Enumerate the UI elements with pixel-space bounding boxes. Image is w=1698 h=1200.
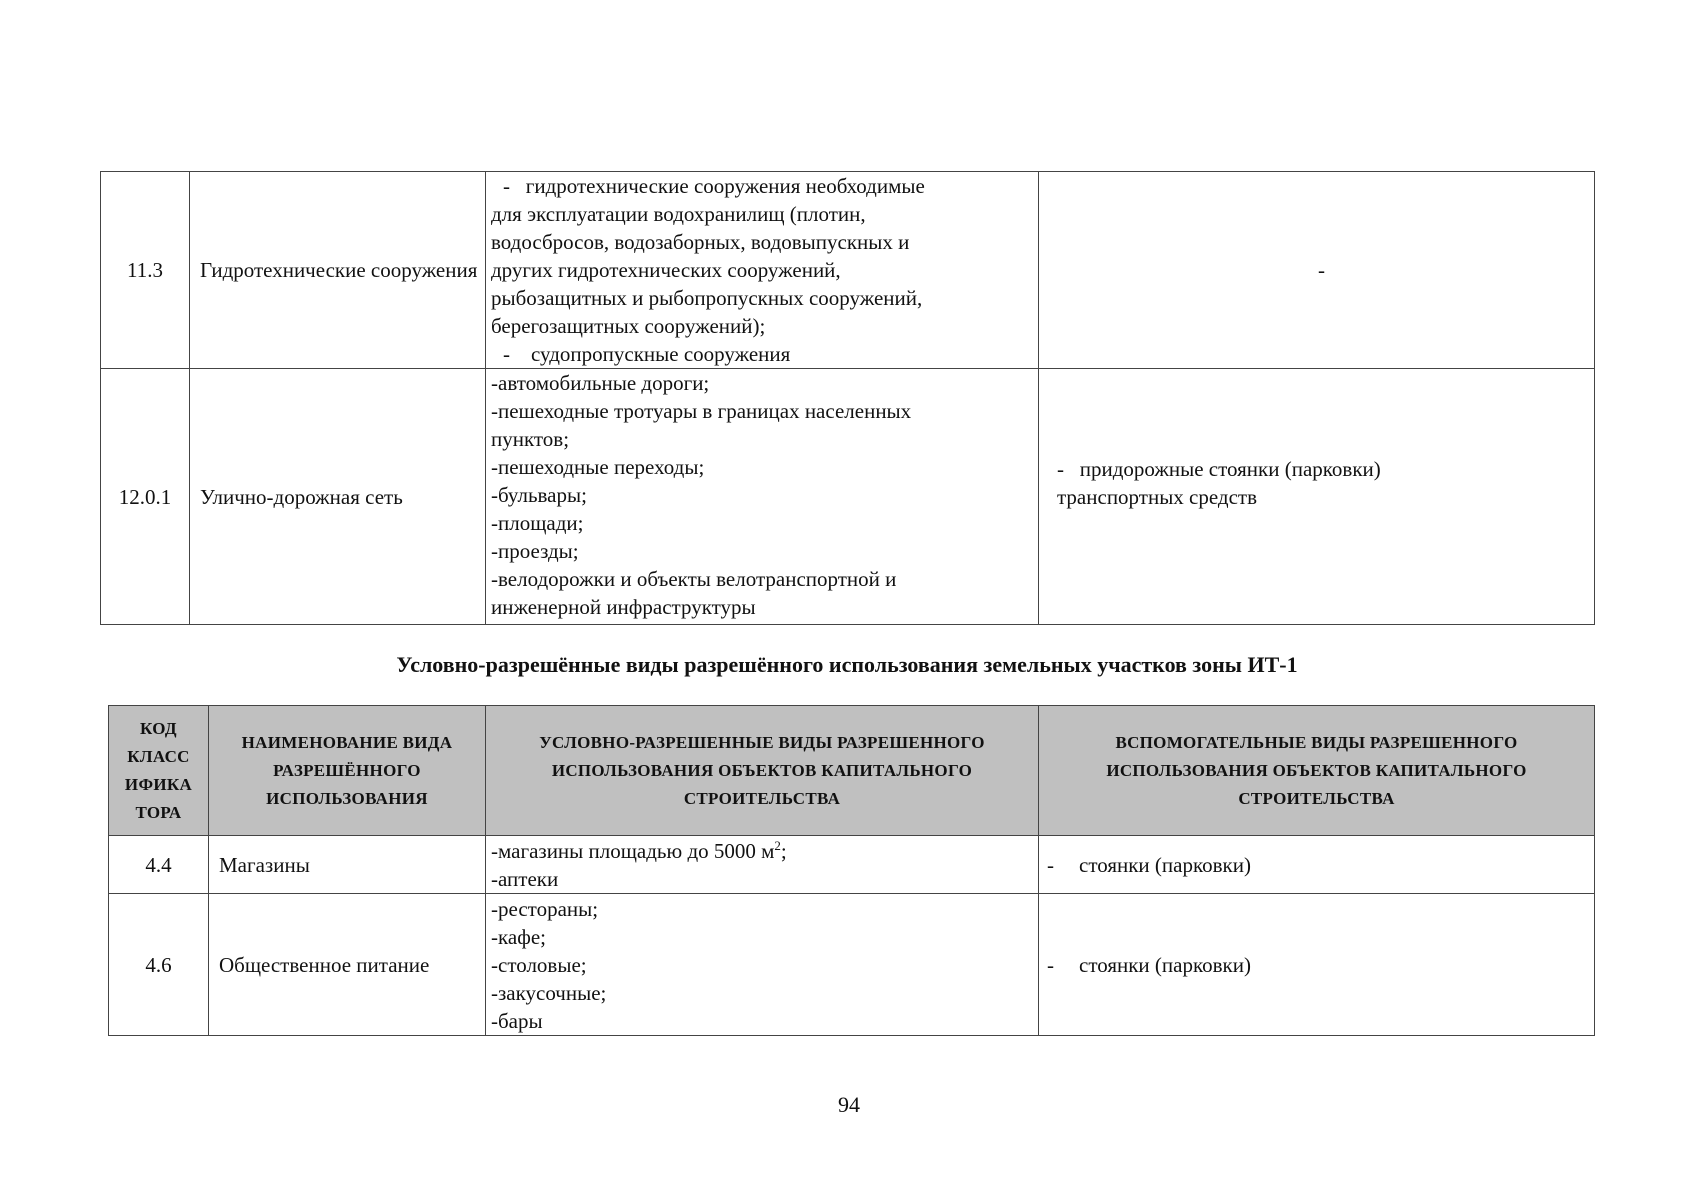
section-title: Условно-разрешённые виды разрешённого использования земельных участков зоны ИТ-1 [396,652,1298,677]
list-item-text: проезды; [498,539,579,563]
header-line: НАИМЕНОВАНИЕ ВИДА [241,732,453,752]
main-uses-cell [486,836,1039,894]
list-dash: - [491,483,498,507]
text-line: водосбросов, водозаборных, водовыпускных и [491,230,910,254]
conditional-use-table [108,705,1595,1036]
list-item-text: автомобильные дороги; [498,371,710,395]
header-auxiliary-uses [1039,706,1595,836]
list-item-text: пунктов; [491,427,570,451]
list-item-suffix: ; [780,838,787,863]
list-item-text: площади; [498,511,584,535]
list-dash: - [491,952,498,977]
header-line: СТРОИТЕЛЬСТВА [1238,788,1395,808]
list-item-text: кафе; [498,924,546,949]
text-line: - гидротехнические сооружения необходимые [503,174,925,198]
list-item [491,1007,1038,1035]
auxiliary-uses-cell [1039,369,1595,625]
list-item-text: бары [498,1008,543,1033]
list-dash: - [491,866,498,891]
table-row [101,369,1595,625]
list-dash: - [1047,852,1054,877]
classifier-code-cell: 12.0.1 [101,369,190,625]
list-dash: - [491,838,498,863]
table-row [109,836,1595,894]
list-dash: - [491,1008,498,1033]
list-dash: - [491,980,498,1005]
list-item-text: стоянки (парковки) [1079,852,1251,877]
list-dash: - [491,399,498,423]
header-line: ТОРА [135,802,182,822]
header-use-name [209,706,486,836]
classifier-code-cell: 4.6 [109,894,209,1036]
text-line: для эксплуатации водохранилищ (плотин, [491,202,866,226]
text-line: рыбозащитных и рыбопропускных сооружений, [491,286,923,310]
list-dash: - [491,896,498,921]
list-item [491,837,1038,865]
list-item-text: аптеки [498,866,559,891]
list-item [491,425,1032,453]
list-dash: - [491,567,498,591]
list-item-text: велодорожки и объекты велотранспортной и [498,567,897,591]
use-name-cell: Гидротехнические сооружения [190,172,486,369]
list-item-text: инженерной инфраструктуры [491,595,756,619]
list-dash: - [491,371,498,395]
list-dash: - [491,511,498,535]
land-use-table-top [100,171,1595,625]
list-item [491,865,1038,893]
list-item [491,537,1032,565]
header-conditional-uses [486,706,1039,836]
list-dash: - [491,455,498,479]
list-item-text: бульвары; [498,483,587,507]
list-dash: - [491,924,498,949]
list-item-text: пешеходные тротуары в границах населенных [498,399,912,423]
list-item-text: рестораны; [498,896,599,921]
header-line: УСЛОВНО-РАЗРЕШЕННЫЕ ВИДЫ РАЗРЕШЕННОГО [539,732,985,752]
list-item-text: столовые; [498,952,587,977]
list-item [491,397,1032,425]
list-item [491,593,1032,621]
list-item [491,369,1032,397]
header-line: ВСПОМОГАТЕЛЬНЫЕ ВИДЫ РАЗРЕШЕННОГО [1115,732,1518,752]
classifier-code-cell: 11.3 [101,172,190,369]
list-item-text: магазины площадью до 5000 м [498,838,775,863]
page-number: 94 [838,1092,860,1117]
list-item-text: пешеходные переходы; [498,455,705,479]
list-item [491,565,1032,593]
auxiliary-uses-cell [1039,836,1595,894]
header-line: ИФИКА [124,774,193,794]
list-item [491,979,1038,1007]
text-line: - придорожные стоянки (парковки) [1057,456,1381,481]
use-name-cell: Общественное питание [209,894,486,1036]
list-item [491,509,1032,537]
text-line: берегозащитных сооружений); [491,314,766,338]
auxiliary-uses-cell [1039,894,1595,1036]
table-header-row [109,706,1595,836]
list-item [491,951,1038,979]
main-uses-cell [486,894,1039,1036]
list-dash: - [491,539,498,563]
use-name-cell: Улично-дорожная сеть [190,369,486,625]
main-uses-cell [486,369,1039,625]
text-line: транспортных средств [1057,484,1258,509]
table-row [101,172,1595,369]
list-item [491,481,1032,509]
classifier-code-cell: 4.4 [109,836,209,894]
header-line: ИСПОЛЬЗОВАНИЯ [266,788,428,808]
header-line: СТРОИТЕЛЬСТВА [683,788,841,808]
header-line: РАЗРЕШЁННОГО [273,760,421,780]
use-name-cell: Магазины [209,836,486,894]
header-line: ИСПОЛЬЗОВАНИЯ ОБЪЕКТОВ КАПИТАЛЬНОГО [551,760,973,780]
list-item [491,453,1032,481]
text-line: - судопропускные сооружения [503,342,791,366]
header-line: ИСПОЛЬЗОВАНИЯ ОБЪЕКТОВ КАПИТАЛЬНОГО [1106,760,1527,780]
table-row [109,894,1595,1036]
main-uses-cell [486,172,1039,369]
header-code [109,706,209,836]
superscript: 2 [774,837,781,853]
text-line: других гидротехнических сооружений, [491,258,841,282]
list-dash: - [1047,952,1054,977]
list-item [491,923,1038,951]
list-item-text: стоянки (парковки) [1079,952,1251,977]
list-item [491,895,1038,923]
list-item-text: закусочные; [498,980,607,1005]
header-line: КЛАСС [127,746,190,766]
header-line: КОД [140,718,177,738]
auxiliary-uses-cell: - [1039,172,1595,369]
